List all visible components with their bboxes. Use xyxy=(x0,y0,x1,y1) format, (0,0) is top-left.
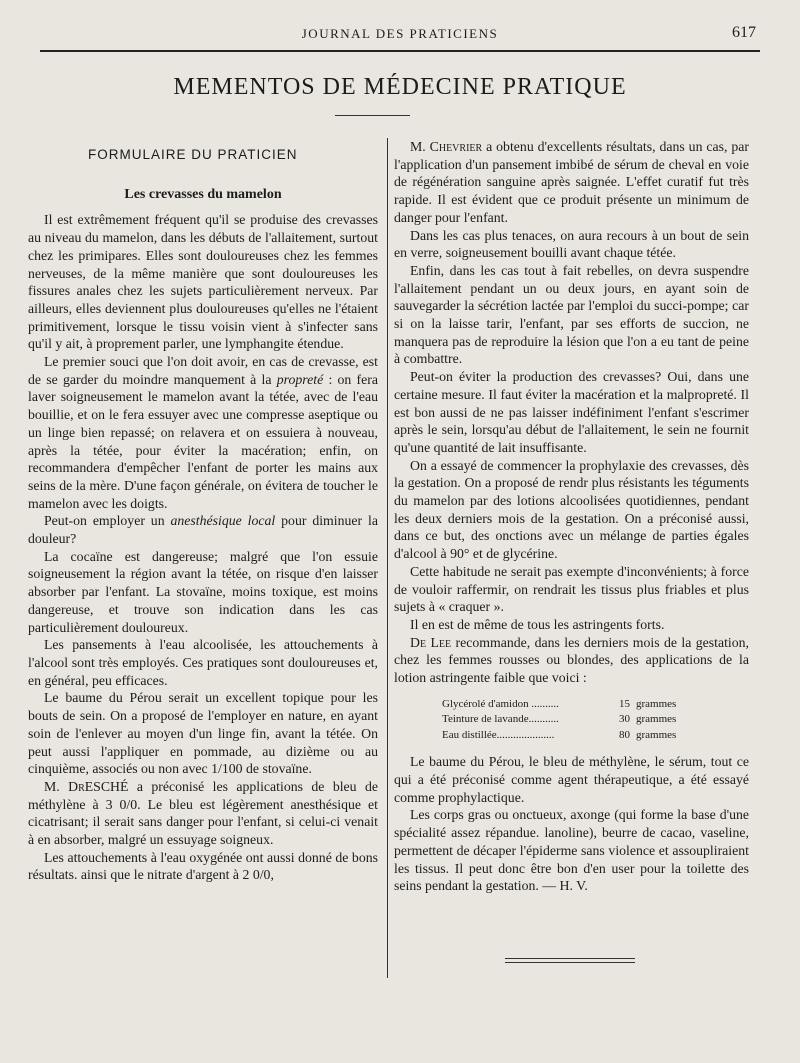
formula-unit: grammes xyxy=(636,728,677,741)
main-title: MEMENTOS DE MÉDECINE PRATIQUE xyxy=(173,74,627,100)
paragraph: M. DrESCHÉ a préconisé les applications de bleu de méthylène à 3 0/0. Le bleu est légèrement anesthésique et cicatrisant; il serait sans danger pour l'enfant, si celui-ci venait à en absorber, malgré un essuyage soigneux. xyxy=(28,778,378,848)
formula-row xyxy=(442,728,749,744)
column-divider xyxy=(387,138,388,978)
paragraph: On a essayé de commencer la prophylaxie des crevasses, dès la gestation. On a proposé de rendr plus résistants les téguments du mamelon par des lotions alcoolisées quotidiennes, pendant les deux derniers mois de la gestation. On a préconisé aussi, dans ce but, des onctions avec un mélange de parties égales d'alcool à 90° et de glycérine. xyxy=(394,457,749,562)
formula-ingredient: Teinture de lavande........... xyxy=(442,713,559,726)
paragraph: Le baume du Pérou serait un excellent topique pour les bouts de sein. On a proposé de l'employer en nature, en ayant soin de l'enlever au moyen d'un linge fin, avant la tétée. On peut aussi l'appliquer en pommade, au dizième ou au cinquième, associés ou non avec 1/100 de stovaïne. xyxy=(28,690,378,777)
paragraph: La cocaïne est dangereuse; malgré que l'on essuie soigneusement la région avant la tétée, on risque d'en laisser absorber par l'enfant. La stovaïne, moins toxique, est moins dangereuse, et trouve son indication dans les cas particulièrement douloureux. xyxy=(28,548,378,635)
page-number: 617 xyxy=(732,24,756,41)
author-name: M. Chevrier xyxy=(410,139,483,154)
left-column xyxy=(28,138,378,884)
paragraph: Peut-on employer un anesthésique local pour diminuer la douleur? xyxy=(28,513,378,547)
author-name: M. DrESCHÉ xyxy=(44,778,129,794)
end-rule xyxy=(505,958,635,959)
paragraph: De Lee recommande, dans les derniers mois de la gestation, chez les femmes rousses ou blondes, des applications de la lotion astringente faible que voici : xyxy=(394,634,749,686)
formula-quantity: 80 xyxy=(619,728,630,741)
formula-row xyxy=(442,712,749,728)
paragraph: Il est extrêmement fréquent qu'il se produise des crevasses au niveau du mamelon, dans les débuts de l'allaitement, surtout chez les primipares. Elles sont douloureuses chez les femmes nerveuses, de la même manière que sont douloureuses les fissures anales chez les sujets particulièrement nerveux. Par ailleurs, elles deviennent plus douloureuses qu'elles ne l'étaient primitivement, lorsque le tissu voisin vient à s'infecter sans qu'il y ait, à proprement parler, une lymphangite étendue. xyxy=(28,212,378,352)
running-title: JOURNAL DES PRATICIENS xyxy=(301,26,499,41)
formula-row xyxy=(442,697,749,713)
paragraph: Peut-on éviter la production des crevasses? Oui, dans une certaine mesure. Il faut éviter la macération et la malpropreté. Il est bon aussi de ne pas laisser indéfiniment l'enfant s'escrimer après le sein, lorsqu'au début de l'allaitement, le sein ne fournit qu'une quantité de lait insuffisante. xyxy=(394,369,749,455)
title-underline xyxy=(335,115,410,116)
formula-ingredient: Eau distillée..................... xyxy=(442,728,555,741)
formula-ingredient: Glycérolé d'amidon .......... xyxy=(442,697,559,710)
formula-unit: grammes xyxy=(636,697,677,710)
paragraph: Dans les cas plus tenaces, on aura recours à un bout de sein en verre, soigneusement bouilli avant chaque tétée. xyxy=(394,227,749,261)
right-column xyxy=(394,138,749,895)
paragraph: Le premier souci que l'on doit avoir, en cas de crevasse, est de se garder du moindre manquement à la propreté : on fera laver soigneusement le mamelon avant la tétée, avec de l'eau bouillie, et on le fera essuyer avec une compresse aseptique ou un linge bien repassé; on relavera et on essuiera à nouveau, après la tétée, pour éviter la macération; enfin, on recommandera d'empêcher l'enfant de porter les mains aux seins de la mère. D'une façon générale, on évitera de toucher le mamelon avec les doigts. xyxy=(28,354,378,511)
paragraph: M. Chevrier a obtenu d'excellents résultats, dans un cas, par l'application d'un pansement imbibé de sérum de cheval en voie de régénération sanguine après saignée. L'effet curatif fut très rapide. Il est évident que ce produit présente un minimum de danger pour l'enfant. xyxy=(394,139,750,225)
paragraph: Il en est de même de tous les astringents forts. xyxy=(410,616,665,632)
formula-quantity: 15 xyxy=(619,697,630,710)
paragraph: Les attouchements à l'eau oxygénée ont aussi donné de bons résultats. ainsi que le nitrate d'argent à 2 0/0, xyxy=(28,849,378,883)
formula-quantity: 30 xyxy=(619,713,630,726)
formula-table xyxy=(442,697,749,744)
page-header xyxy=(40,26,760,50)
section-title: FORMULAIRE DU PRATICIEN xyxy=(88,147,298,162)
formula-unit: grammes xyxy=(636,713,677,726)
paragraph: Les pansements à l'eau alcoolisée, les attouchements à l'alcool sont très employés. Ces pratiques sont douloureuses et, en général, peu efficaces. xyxy=(28,637,378,688)
article-title: Les crevasses du mamelon xyxy=(124,186,282,202)
header-rule xyxy=(40,50,760,52)
end-rule xyxy=(505,962,635,963)
paragraph: Enfin, dans les cas tout à fait rebelles, on devra suspendre l'allaitement pendant un ou deux jours, en ayant soin de sauvegarder la sécrétion lactée par l'emploi du succi-pompe; car si on la laisse tarir, l'enfant, par ses efforts de succion, ne manquera pas de reproduire la lésion que l'on a eu tant de peine à combattre. xyxy=(394,262,749,367)
paragraph: Cette habitude ne serait pas exempte d'inconvénients; à force de vouloir raffermir, on rendrait les tissus plus friables et plus sujets à « craquer ». xyxy=(394,563,749,615)
author-name: De Lee xyxy=(410,634,452,650)
paragraph: Les corps gras ou onctueux, axonge (qui forme la base d'une spécialité assez répandue. lanoline), beurre de cacao, vaseline, permettent de décaper l'épiderme sans violence et assoupliraient les tissus. Il peut donc être bon d'en user pour la toilette des seins pendant la gestation. — H. V. xyxy=(394,807,749,894)
paragraph: Le baume du Pérou, le bleu de méthylène, le sérum, tout ce qui a été préconisé comme agent thérapeutique, a été essayé comme prophylactique. xyxy=(394,754,749,805)
